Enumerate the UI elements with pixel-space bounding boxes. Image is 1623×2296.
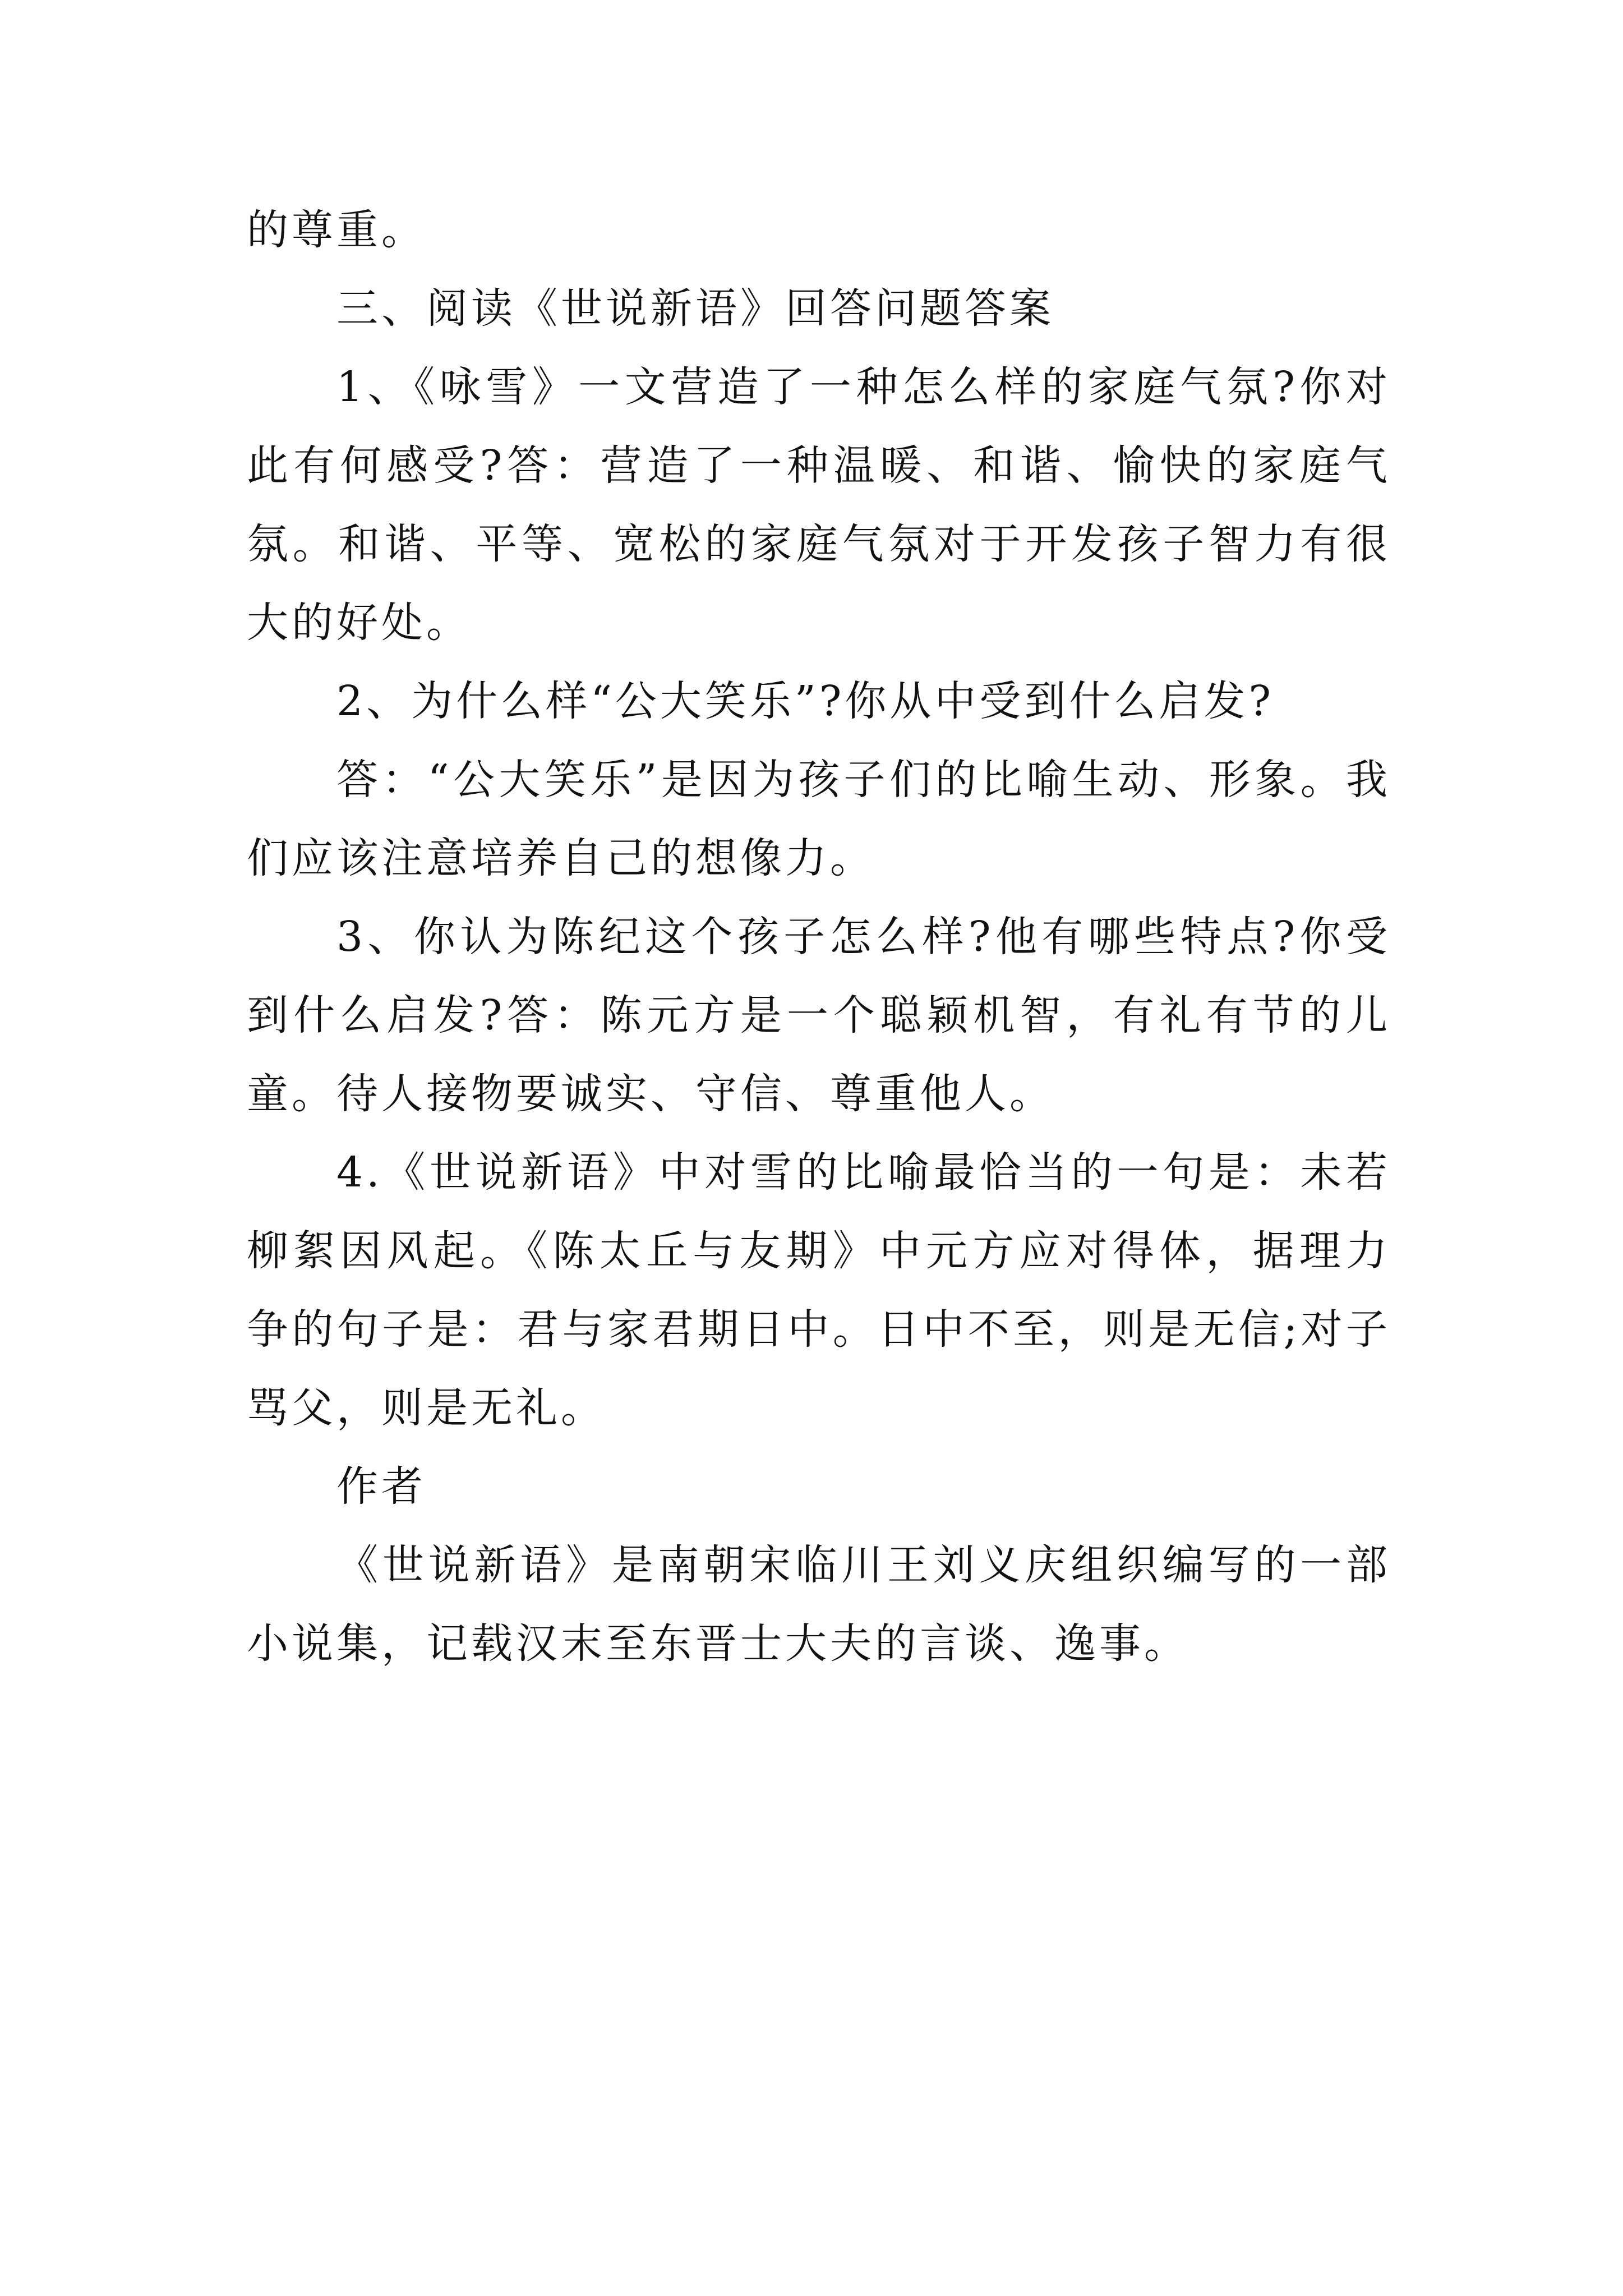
question-answer-4: 4.《世说新语》中对雪的比喻最恰当的一句是：未若柳絮因风起。《陈太丘与友期》中元方应对得体，据理力争的句子是：君与家君期日中。日中不至，则是无信;对子骂父，则是无礼。 bbox=[247, 1148, 1391, 1432]
paragraph-continuation: 的尊重。 bbox=[247, 206, 426, 254]
section-heading: 三、阅读《世说新语》回答问题答案 bbox=[336, 284, 1054, 333]
question-answer-3: 3、你认为陈纪这个孩子怎么样?他有哪些特点?你受到什么启发?答：陈元方是一个聪颖机智，有礼有节的儿童。待人接物要诚实、守信、尊重他人。 bbox=[247, 913, 1391, 1118]
author-paragraph: 《世说新语》是南朝宋临川王刘义庆组织编写的一部小说集，记载汉末至东晋士大夫的言谈、逸事。 bbox=[247, 1541, 1391, 1668]
question-answer-1: 1、《咏雪》一文营造了一种怎么样的家庭气氛?你对此有何感受?答：营造了一种温暖、和谐、愉快的家庭气氛。和谐、平等、宽松的家庭气氛对于开发孩子智力有很大的好处。 bbox=[247, 363, 1391, 647]
question-2: 2、为什么样“公大笑乐”?你从中受到什么启发? bbox=[336, 677, 1275, 725]
answer-2: 答：“公大笑乐”是因为孩子们的比喻生动、形象。我们应该注意培养自己的想像力。 bbox=[247, 756, 1391, 882]
document-body bbox=[247, 191, 1391, 1683]
author-heading: 作者 bbox=[336, 1462, 426, 1511]
